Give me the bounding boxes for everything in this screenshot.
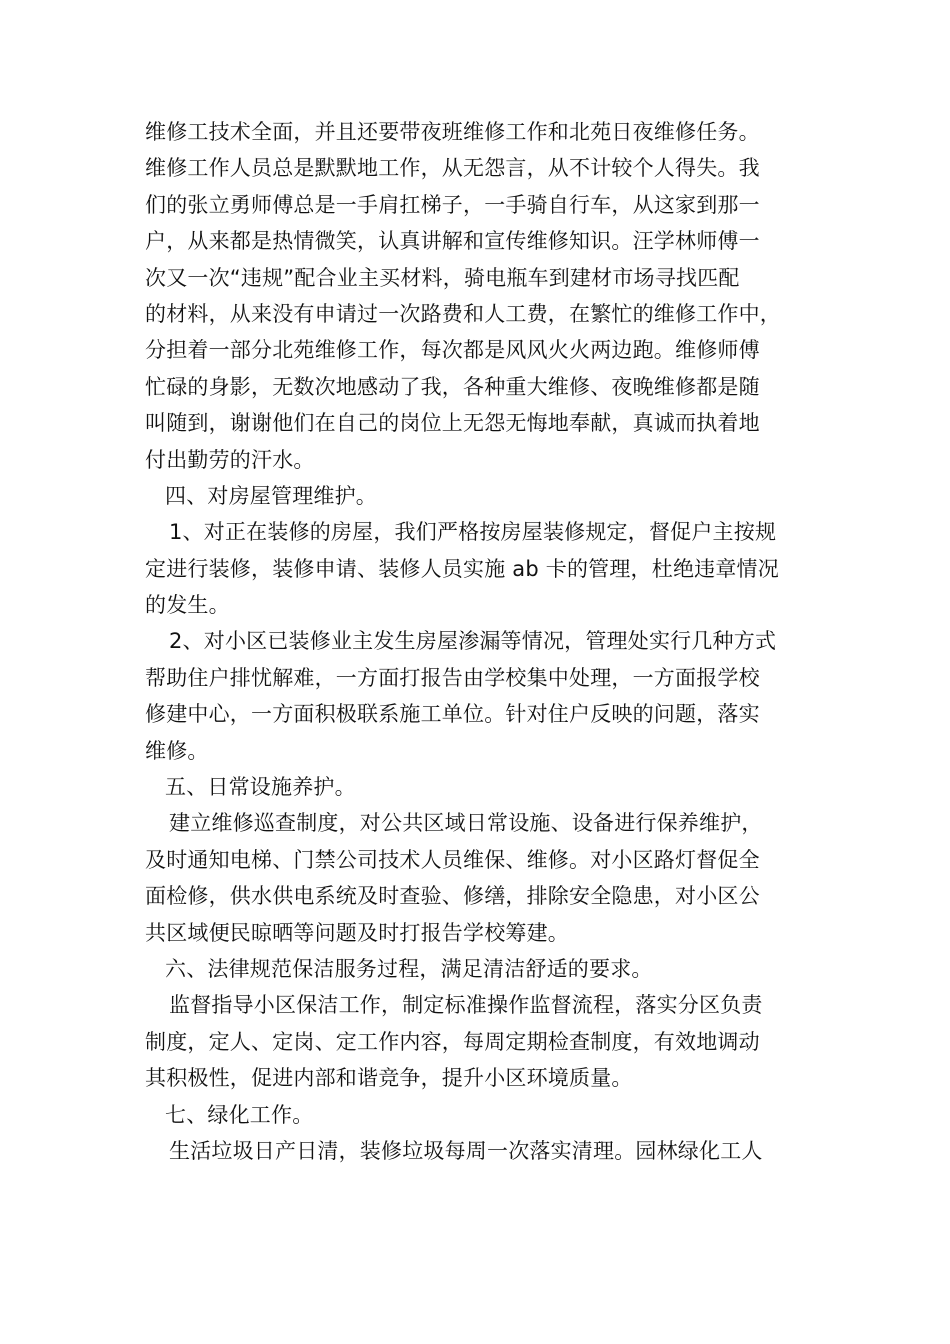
paragraph-line: 及时通知电梯、门禁公司技术人员维保、维修。对小区路灯督促全 [145,847,760,872]
paragraph-line: 分担着一部分北苑维修工作，每次都是风风火火两边跑。维修师傅 [145,338,760,363]
paragraph-line: 制度，定人、定岗、定工作内容，每周定期检查制度，有效地调动 [145,1029,760,1054]
paragraph-line: 的材料，从来没有申请过一次路费和人工费，在繁忙的维修工作中， [145,301,781,326]
paragraph-line: 维修工作人员总是默默地工作，从无怨言，从不计较个人得失。我 [145,156,760,181]
paragraph-line: 维修工技术全面，并且还要带夜班维修工作和北苑日夜维修任务。 [145,120,760,144]
paragraph-line: 忙碌的身影，无数次地感动了我，各种重大维修、夜晚维修都是随 [145,374,760,399]
paragraph-line: 建立维修巡查制度，对公共区域日常设施、设备进行保养维护， [169,811,763,836]
section-heading: 七、绿化工作。 [165,1102,314,1127]
paragraph-line: 帮助住户排忧解难，一方面打报告由学校集中处理，一方面报学校 [145,665,760,690]
paragraph-line: 维修。 [145,738,209,763]
paragraph-line: 1、对正在装修的房屋，我们严格按房屋装修规定，督促户主按规 [169,520,777,545]
paragraph-line: 付出勤劳的汗水。 [145,447,315,472]
section-heading: 四、对房屋管理维护。 [165,483,377,508]
paragraph-line: 次又一次“违规”配合业主买材料，骑电瓶车到建材市场寻找匹配 [145,265,740,290]
section-heading: 五、日常设施养护。 [165,775,356,800]
paragraph-line: 2、对小区已装修业主发生房屋渗漏等情况，管理处实行几种方式 [169,629,777,654]
paragraph-line: 面检修，供水供电系统及时查验、修缮，排除安全隐患，对小区公 [145,884,760,909]
paragraph-line: 监督指导小区保洁工作，制定标准操作监督流程，落实分区负责 [169,993,763,1018]
section-heading: 六、法律规范保洁服务过程，满足清洁舒适的要求。 [165,956,653,981]
paragraph-line: 们的张立勇师傅总是一手肩扛梯子，一手骑自行车，从这家到那一 [145,192,760,217]
paragraph-line: 生活垃圾日产日清，装修垃圾每周一次落实清理。园林绿化工人 [169,1138,763,1163]
paragraph-line: 共区域便民晾晒等问题及时打报告学校筹建。 [145,920,569,945]
document-body [145,114,815,1169]
paragraph-line: 的发生。 [145,593,230,618]
paragraph-line: 定进行装修，装修申请、装修人员实施 ab 卡的管理，杜绝违章情况 [145,556,779,581]
paragraph-line: 叫随到，谢谢他们在自己的岗位上无怨无悔地奉献，真诚而执着地 [145,411,760,436]
paragraph-line: 其积极性，促进内部和谐竞争，提升小区环境质量。 [145,1066,633,1091]
paragraph-line: 户，从来都是热情微笑，认真讲解和宣传维修知识。汪学林师傅一 [145,229,760,254]
paragraph-line: 修建中心，一方面积极联系施工单位。针对住户反映的问题，落实 [145,702,760,727]
